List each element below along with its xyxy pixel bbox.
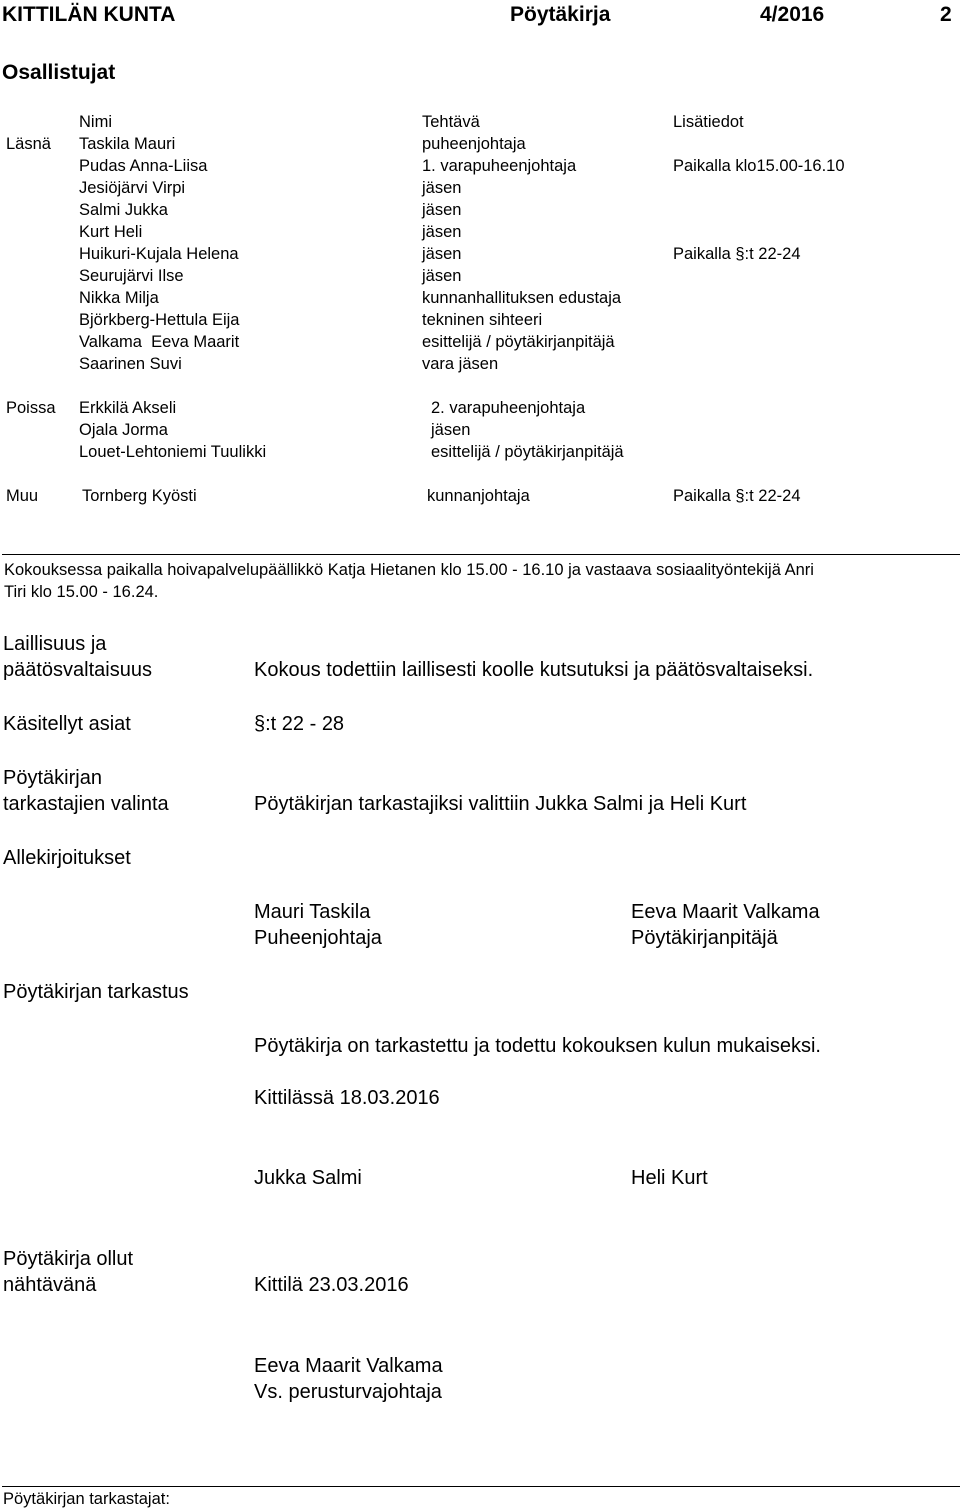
absent-label: Poissa — [6, 399, 56, 417]
footer-divider — [2, 1486, 960, 1487]
participant-info: Paikalla §:t 22-24 — [673, 245, 801, 263]
participant-role: esittelijä / pöytäkirjanpitäjä — [422, 333, 615, 351]
participant-name: Erkkilä Akseli — [79, 399, 177, 417]
participant-role: kunnanhallituksen edustaja — [422, 289, 622, 307]
table-row — [0, 179, 960, 201]
participant-name: Taskila Mauri — [79, 135, 176, 153]
participant-name: Tornberg Kyösti — [82, 487, 197, 505]
table-row — [0, 223, 960, 245]
inspectors-text: Pöytäkirjan tarkastajiksi valittiin Jukka Salmi ja Heli Kurt — [254, 793, 747, 815]
participant-name: Ojala Jorma — [79, 421, 168, 439]
present-label: Läsnä — [6, 135, 51, 153]
legality-label-line1: Laillisuus ja — [3, 633, 107, 655]
table-row — [0, 421, 960, 443]
inspectors-label-line2: tarkastajien valinta — [3, 793, 169, 815]
inspection-label: Pöytäkirjan tarkastus — [3, 981, 189, 1003]
inspection-text: Pöytäkirja on tarkastettu ja todettu kokouksen kulun mukaiseksi. — [254, 1035, 821, 1057]
participant-name: Huikuri-Kujala Helena — [79, 245, 239, 263]
participant-name: Seurujärvi Ilse — [79, 267, 184, 285]
column-header-info: Lisätiedot — [673, 113, 744, 131]
participant-info: Paikalla klo15.00-16.10 — [673, 157, 845, 175]
participant-role: puheenjohtaja — [422, 135, 526, 153]
legality-label-line2: päätösvaltaisuus — [3, 659, 152, 681]
table-row — [0, 157, 960, 179]
participant-name: Saarinen Suvi — [79, 355, 182, 373]
participants-title: Osallistujat — [2, 61, 116, 84]
column-header-name: Nimi — [79, 113, 112, 131]
signer2-title: Pöytäkirjanpitäjä — [631, 927, 778, 949]
displayed-signer-title: Vs. perusturvajohtaja — [254, 1381, 442, 1403]
document-type: Pöytäkirja — [510, 3, 611, 26]
items-text: §:t 22 - 28 — [254, 713, 345, 735]
legality-text: Kokous todettiin laillisesti koolle kutsutuksi ja päätösvaltaiseksi. — [254, 659, 814, 681]
inspector2-name: Heli Kurt — [631, 1167, 708, 1189]
participant-name: Louet-Lehtoniemi Tuulikki — [79, 443, 267, 461]
participant-role: jäsen — [422, 267, 462, 285]
table-row — [0, 245, 960, 267]
displayed-label-line1: Pöytäkirja ollut — [3, 1248, 134, 1270]
participant-role: 1. varapuheenjohtaja — [422, 157, 577, 175]
participant-name: Pudas Anna-Liisa — [79, 157, 208, 175]
participant-name: Salmi Jukka — [79, 201, 168, 219]
participant-name: Valkama Eeva Maarit — [79, 333, 240, 351]
participant-role: jäsen — [422, 245, 462, 263]
participant-role: jäsen — [422, 223, 462, 241]
signer2-name: Eeva Maarit Valkama — [631, 901, 820, 923]
participant-role: jäsen — [422, 179, 462, 197]
table-row — [0, 201, 960, 223]
items-label: Käsitellyt asiat — [3, 713, 131, 735]
signer1-name: Mauri Taskila — [254, 901, 371, 923]
displayed-signer-name: Eeva Maarit Valkama — [254, 1355, 443, 1377]
organization-name: KITTILÄN KUNTA — [2, 3, 176, 26]
participant-role: jäsen — [422, 201, 462, 219]
table-row — [0, 267, 960, 289]
participants-header-row — [0, 113, 960, 135]
table-row — [0, 443, 960, 465]
participant-role: kunnanjohtaja — [427, 487, 530, 505]
document-number: 4/2016 — [760, 3, 825, 26]
meeting-note-line1: Kokouksessa paikalla hoivapalvelupäällikkö Katja Hietanen klo 15.00 - 16.10 ja vastaava sosiaalityöntekijä Anri — [4, 561, 814, 579]
participant-name: Kurt Heli — [79, 223, 143, 241]
participant-name: Nikka Milja — [79, 289, 159, 307]
participant-name: Jesiöjärvi Virpi — [79, 179, 186, 197]
participant-role: vara jäsen — [422, 355, 499, 373]
table-row — [0, 289, 960, 311]
participant-role: tekninen sihteeri — [422, 311, 543, 329]
participant-role: esittelijä / pöytäkirjanpitäjä — [431, 443, 624, 461]
displayed-place-date: Kittilä 23.03.2016 — [254, 1274, 409, 1296]
inspectors-label-line1: Pöytäkirjan — [3, 767, 102, 789]
displayed-label-line2: nähtävänä — [3, 1274, 97, 1296]
section-divider — [2, 554, 960, 555]
table-row — [0, 399, 960, 421]
signatures-label: Allekirjoitukset — [3, 847, 131, 869]
participant-name: Björkberg-Hettula Eija — [79, 311, 240, 329]
meeting-note-line2: Tiri klo 15.00 - 16.24. — [4, 583, 159, 601]
other-section — [0, 487, 960, 509]
signer1-title: Puheenjohtaja — [254, 927, 382, 949]
table-row — [0, 355, 960, 377]
participant-role: 2. varapuheenjohtaja — [431, 399, 586, 417]
table-row — [0, 311, 960, 333]
footer-inspectors-label: Pöytäkirjan tarkastajat: — [3, 1490, 170, 1508]
column-header-role: Tehtävä — [422, 113, 480, 131]
table-row — [0, 135, 960, 157]
participant-info: Paikalla §:t 22-24 — [673, 487, 801, 505]
inspector1-name: Jukka Salmi — [254, 1167, 362, 1189]
other-label: Muu — [6, 487, 39, 505]
participant-role: jäsen — [431, 421, 471, 439]
page-number: 2 — [940, 3, 952, 26]
inspection-place-date: Kittilässä 18.03.2016 — [254, 1087, 440, 1109]
table-row — [0, 333, 960, 355]
